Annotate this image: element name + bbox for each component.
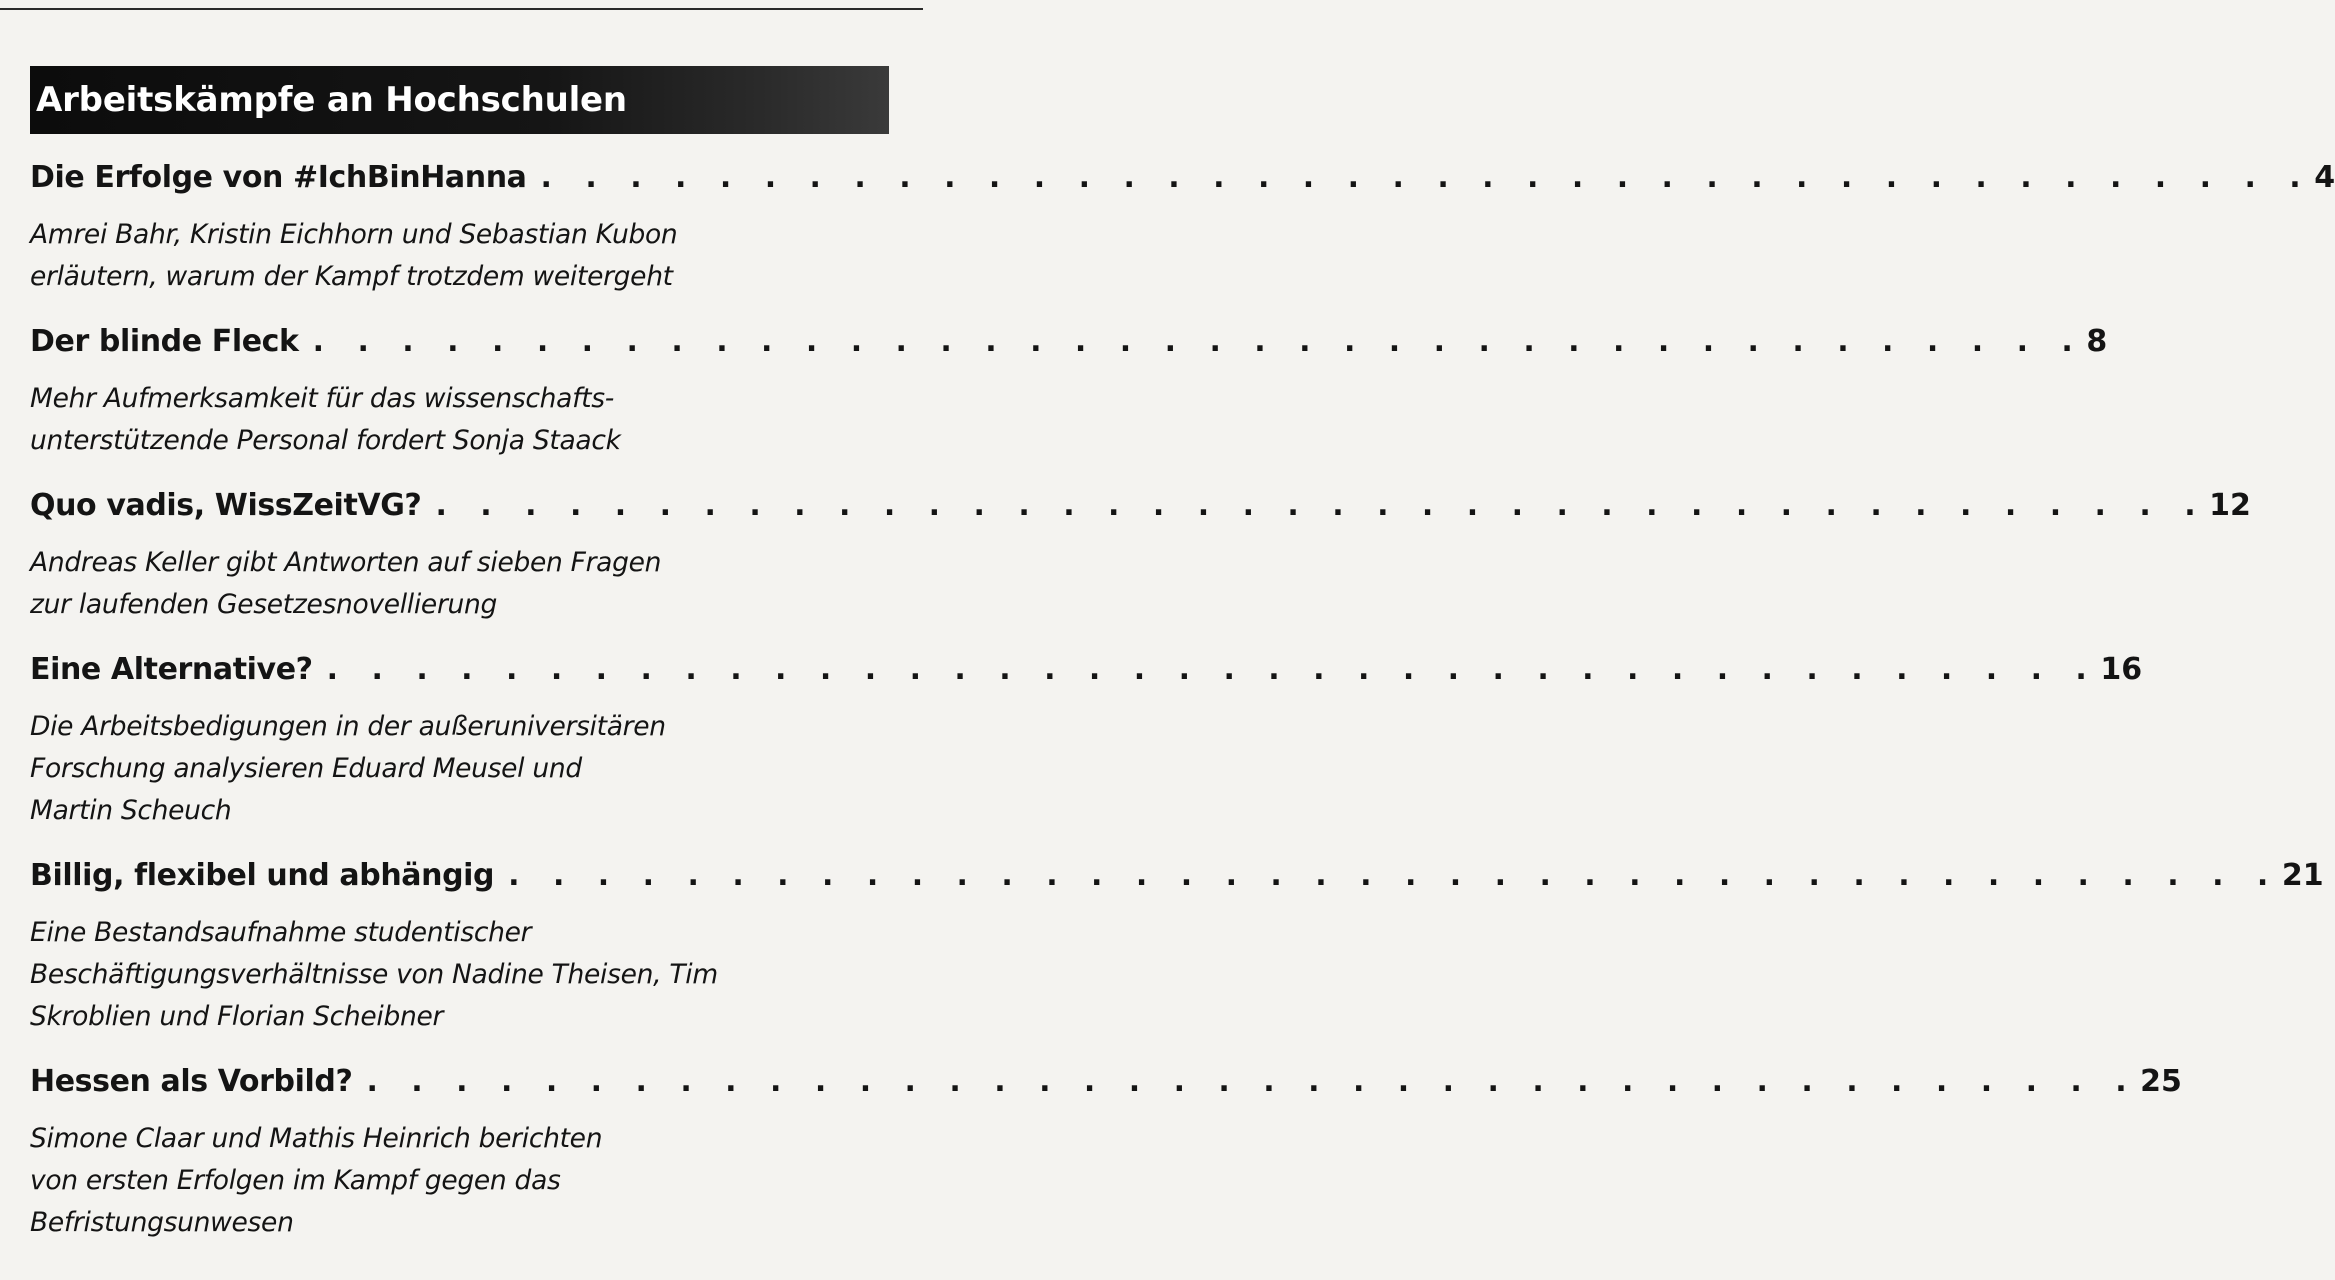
- toc-entry-description: [30, 1118, 790, 1244]
- toc-entry-header: [30, 1064, 2182, 1118]
- toc-entry: [30, 652, 2143, 832]
- toc-entry: [30, 488, 2251, 626]
- description-line: zur laufenden Gesetzesnovellierung: [30, 589, 498, 620]
- dot-leader: . . . . . . . . . . . . . . . . . . . . . . . . . . . . . . . . . . . . . . . .: [312, 324, 2085, 359]
- description-line: Amrei Bahr, Kristin Eichhorn und Sebastian Kubon: [30, 219, 678, 250]
- toc-entry-header: [30, 652, 2143, 706]
- toc-entry: [30, 858, 2324, 1038]
- dot-leader: . . . . . . . . . . . . . . . . . . . . . . . . . . . . . . . . . . . . . . . .: [326, 652, 2099, 687]
- toc-entry-description: [30, 706, 790, 832]
- toc-entry-description: [30, 542, 790, 626]
- toc-entry-title: Die Erfolge von #IchBinHanna: [30, 160, 527, 195]
- top-rule: [0, 8, 923, 10]
- toc-entry-header: [30, 324, 2108, 378]
- description-line: von ersten Erfolgen im Kampf gegen das: [30, 1165, 561, 1196]
- toc-entry: [30, 324, 2108, 462]
- toc-page-number: 16: [2100, 652, 2143, 687]
- toc-entry-title: Der blinde Fleck: [30, 324, 299, 359]
- toc-entry-title: Eine Alternative?: [30, 652, 313, 687]
- toc-entry: [30, 1064, 2182, 1244]
- toc-page-number: 8: [2086, 324, 2108, 359]
- description-line: Mehr Aufmerksamkeit für das wissenschafts-: [30, 383, 614, 414]
- toc-page-number: 21: [2281, 858, 2324, 893]
- toc-entry-title: Quo vadis, WissZeitVG?: [30, 488, 422, 523]
- description-line: Forschung analysieren Eduard Meusel und: [30, 753, 582, 784]
- description-line: unterstützende Personal fordert Sonja Staack: [30, 425, 621, 456]
- dot-leader: . . . . . . . . . . . . . . . . . . . . . . . . . . . . . . . . . . . . . . . .: [540, 160, 2313, 195]
- description-line: Beschäftigungsverhältnisse von Nadine Theisen, Tim: [30, 959, 718, 990]
- dot-leader: . . . . . . . . . . . . . . . . . . . . . . . . . . . . . . . . . . . . . . . .: [366, 1064, 2139, 1099]
- description-line: Eine Bestandsaufnahme studentischer: [30, 917, 532, 948]
- description-line: erläutern, warum der Kampf trotzdem weitergeht: [30, 261, 673, 292]
- table-of-contents: [30, 160, 2335, 1270]
- toc-entry-header: [30, 858, 2324, 912]
- toc-entry-title: Hessen als Vorbild?: [30, 1064, 353, 1099]
- toc-page-number: 12: [2209, 488, 2251, 523]
- dot-leader: . . . . . . . . . . . . . . . . . . . . . . . . . . . . . . . . . . . . . . . .: [435, 488, 2208, 523]
- toc-page-number: 25: [2140, 1064, 2182, 1099]
- description-line: Befristungsunwesen: [30, 1207, 294, 1238]
- toc-entry-title: Billig, flexibel und abhängig: [30, 858, 495, 893]
- dot-leader: . . . . . . . . . . . . . . . . . . . . . . . . . . . . . . . . . . . . . . . .: [508, 858, 2280, 893]
- toc-page-number: 4: [2314, 160, 2335, 195]
- toc-entry-description: [30, 378, 790, 462]
- description-line: Andreas Keller gibt Antworten auf sieben Fragen: [30, 547, 662, 578]
- toc-entry-description: [30, 912, 790, 1038]
- description-line: Martin Scheuch: [30, 795, 232, 826]
- description-line: Simone Claar und Mathis Heinrich berichten: [30, 1123, 603, 1154]
- section-header: [30, 66, 889, 134]
- description-line: Die Arbeitsbedigungen in der außeruniversitären: [30, 711, 666, 742]
- description-line: Skroblien und Florian Scheibner: [30, 1001, 444, 1032]
- toc-entry-description: [30, 214, 790, 298]
- toc-entry-header: [30, 160, 2335, 214]
- section-title: Arbeitskämpfe an Hochschulen: [36, 80, 627, 120]
- toc-entry-header: [30, 488, 2251, 542]
- toc-entry: [30, 160, 2335, 298]
